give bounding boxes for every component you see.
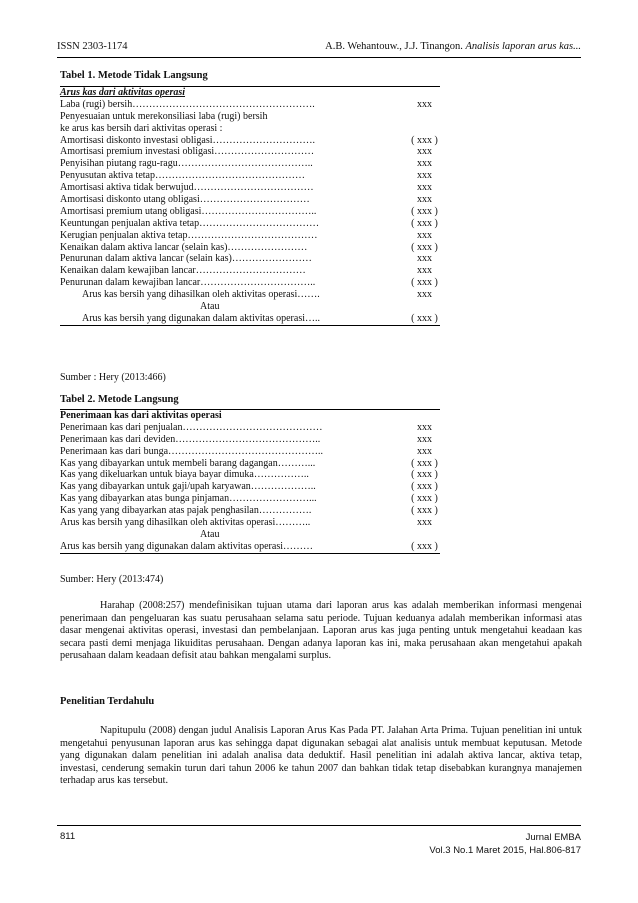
table-row	[60, 146, 440, 158]
table-row	[60, 135, 440, 147]
row-label: Kenaikan dalam kewajiban lancar……………………………	[60, 265, 306, 277]
header-citation	[325, 40, 581, 54]
or-label: Atau	[200, 528, 220, 540]
row-value: xxx	[417, 229, 432, 241]
table-row	[60, 230, 440, 242]
table1-net-out-row	[60, 313, 440, 325]
row-value: xxx	[417, 98, 432, 110]
row-value: ( xxx )	[411, 134, 438, 146]
row-label: Arus kas bersih yang dihasilkan oleh aktivitas operasi…….	[82, 289, 320, 301]
or-label: Atau	[200, 301, 220, 313]
row-label: Arus kas bersih yang dihasilkan oleh aktivitas operasi………..	[60, 517, 311, 529]
row-value: xxx	[417, 182, 432, 194]
row-label: Kas yang dibayarkan untuk membeli barang dagangan………...	[60, 457, 316, 469]
row-label: Amortisasi diskonto utang obligasi……………………………	[60, 194, 310, 206]
row-label: Kas yang dibayarkan untuk gaji/upah karyawan………………..	[60, 481, 316, 493]
row-value: xxx	[417, 146, 432, 158]
row-value: xxx	[417, 517, 432, 529]
header-title: Analisis laporan arus kas...	[465, 41, 581, 52]
table-row	[60, 123, 440, 135]
row-value: ( xxx )	[411, 241, 438, 253]
row-value: ( xxx )	[411, 469, 438, 481]
row-label: Kas yang dibayarkan atas bunga pinjaman……………………...	[60, 493, 317, 505]
table2-heading-row	[60, 410, 440, 422]
table-row	[60, 194, 440, 206]
row-label: Keuntungan penjualan aktiva tetap………………………………	[60, 217, 320, 229]
table2-net-out-row	[60, 541, 440, 553]
row-label: Arus kas bersih yang digunakan dalam aktivitas operasi………	[60, 540, 313, 552]
row-label: Penerimaan kas dari deviden……………………………………..	[60, 433, 321, 445]
table-row	[60, 170, 440, 182]
row-value: ( xxx )	[411, 457, 438, 469]
row-label: Kerugian penjualan aktiva tetap…………………………………	[60, 229, 318, 241]
row-value: xxx	[417, 433, 432, 445]
row-label: Amortisasi aktiva tidak berwujud………………………………	[60, 182, 314, 194]
table-row	[60, 446, 440, 458]
table-row	[60, 242, 440, 254]
table-row	[60, 505, 440, 517]
table-row	[60, 206, 440, 218]
paragraph-harahap: Harahap (2008:257) mendefinisikan tujuan utama dari laporan arus kas adalah memberikan informasi mengenai penerimaan dan pengeluaran kas suatu perusahaan selama satu periode. Tujuan keduanya adalah memberikan informasi atas dasar mengenai aktivitas operasi, investasi dan pembelanjaan. Laporan arus kas juga penting untuk mengetahui keadaan kas secara pasti demi menjaga likuiditas perusahaan. Dengan adanya laporan kas ini, maka perusahaan akan mengetahui apakah perusahaan dalam keadaan defisit atau bahkan mengalami surplus.	[60, 600, 582, 662]
table-row	[60, 218, 440, 230]
row-label: Kas yang dikeluarkan untuk biaya bayar dimuka……………..	[60, 469, 309, 481]
row-label: Amortisasi premium utang obligasi……………………………..	[60, 205, 317, 217]
row-value: ( xxx )	[411, 481, 438, 493]
table-row	[60, 517, 440, 529]
table-row	[60, 182, 440, 194]
running-header	[57, 40, 581, 54]
row-label: Kenaikan dalam aktiva lancar (selain kas)……………………	[60, 241, 308, 253]
table-row	[60, 158, 440, 170]
table-row	[60, 434, 440, 446]
row-label: Penerimaan kas dari bunga………………………………………..	[60, 445, 324, 457]
table2-heading: Penerimaan kas dari aktivitas operasi	[60, 410, 222, 421]
header-authors: A.B. Wehantouw., J.J. Tinangon.	[325, 41, 463, 52]
table2-title: Tabel 2. Metode Langsung	[60, 394, 179, 405]
row-value: xxx	[417, 170, 432, 182]
row-label: Penurunan dalam aktiva lancar (selain kas)……………………	[60, 253, 312, 265]
table2-body	[60, 422, 440, 529]
journal-info	[429, 831, 581, 857]
table-row	[60, 265, 440, 277]
table-row	[60, 422, 440, 434]
table2-source: Sumber: Hery (2013:474)	[60, 574, 164, 585]
table1-heading-row	[60, 87, 440, 99]
table-row	[60, 99, 440, 111]
row-label: ke arus kas bersih dari aktivitas operasi :	[60, 122, 223, 134]
table1-heading: Arus kas dari aktivitas operasi	[60, 87, 186, 98]
row-value: ( xxx )	[411, 312, 438, 324]
journal-name: Jurnal EMBA	[525, 832, 581, 843]
row-value: ( xxx )	[411, 540, 438, 552]
table-row	[60, 111, 440, 123]
table-row	[60, 253, 440, 265]
table2	[60, 409, 440, 554]
row-value: xxx	[417, 289, 432, 301]
table1-body	[60, 99, 440, 289]
page-number: 811	[60, 831, 76, 842]
row-value: xxx	[417, 445, 432, 457]
header-rule	[57, 57, 581, 58]
issn: ISSN 2303-1174	[57, 41, 128, 52]
table-row	[60, 493, 440, 505]
row-label: Amortisasi diskonto investasi obligasi………………………….	[60, 134, 315, 146]
footer-rule	[57, 825, 581, 826]
table1-title: Tabel 1. Metode Tidak Langsung	[60, 70, 208, 81]
table1-or-row	[60, 301, 440, 313]
table1	[60, 86, 440, 326]
row-label: Laba (rugi) bersih……………………………………………….	[60, 98, 315, 110]
journal-volume: Vol.3 No.1 Maret 2015, Hal.806-817	[429, 845, 581, 856]
table-row	[60, 458, 440, 470]
table1-net-in-row	[60, 289, 440, 301]
paragraph-napitupulu: Napitupulu (2008) dengan judul Analisis Laporan Arus Kas Pada PT. Jalahan Arta Prima. Tujuan penelitian ini untuk mengetahui penyusunan laporan arus kas sehingga dapat digunakan sebagai alat analisis untuk membuat keputusan. Metode yang digunakan dalam penelitian ini adalah analisa data deduktif. Hasil penelitian ini adalah aktiva lancar, aktiva tetap, investasi, cenderung semakin turun dari tahun 2006 ke tahun 2007 dan bahkan tidak tetap disebabkan kurangnya manajemen terhadap arus kas tersebut.	[60, 725, 582, 787]
row-label: Arus kas bersih yang digunakan dalam aktivitas operasi…..	[82, 312, 320, 324]
row-value: ( xxx )	[411, 205, 438, 217]
row-label: Penyusutan aktiva tetap………………………………………	[60, 170, 305, 182]
table2-or-row	[60, 529, 440, 541]
row-label: Penyisihan piutang ragu-ragu…………………………………..	[60, 158, 313, 170]
row-label: Amortisasi premium investasi obligasi…………………………	[60, 146, 315, 158]
row-value: ( xxx )	[411, 277, 438, 289]
row-value: xxx	[417, 158, 432, 170]
row-label: Penurunan dalam kewajiban lancar……………………………..	[60, 277, 316, 289]
table1-bottom-rule	[60, 325, 440, 326]
row-value: xxx	[417, 265, 432, 277]
row-label: Kas yang yang dibayarkan atas pajak penghasilan…………….	[60, 505, 312, 517]
table-row	[60, 481, 440, 493]
row-value: xxx	[417, 194, 432, 206]
section-heading: Penelitian Terdahulu	[60, 696, 155, 707]
row-value: xxx	[417, 253, 432, 265]
table1-source: Sumber : Hery (2013:466)	[60, 372, 166, 383]
row-label: Penyesuaian untuk merekonsiliasi laba (rugi) bersih	[60, 110, 268, 122]
row-label: Penerimaan kas dari penjualan……………………………………	[60, 421, 323, 433]
row-value: ( xxx )	[411, 505, 438, 517]
row-value: xxx	[417, 421, 432, 433]
row-value: ( xxx )	[411, 493, 438, 505]
row-value: ( xxx )	[411, 217, 438, 229]
table-row	[60, 469, 440, 481]
table-row	[60, 277, 440, 289]
table2-bottom-rule	[60, 553, 440, 554]
